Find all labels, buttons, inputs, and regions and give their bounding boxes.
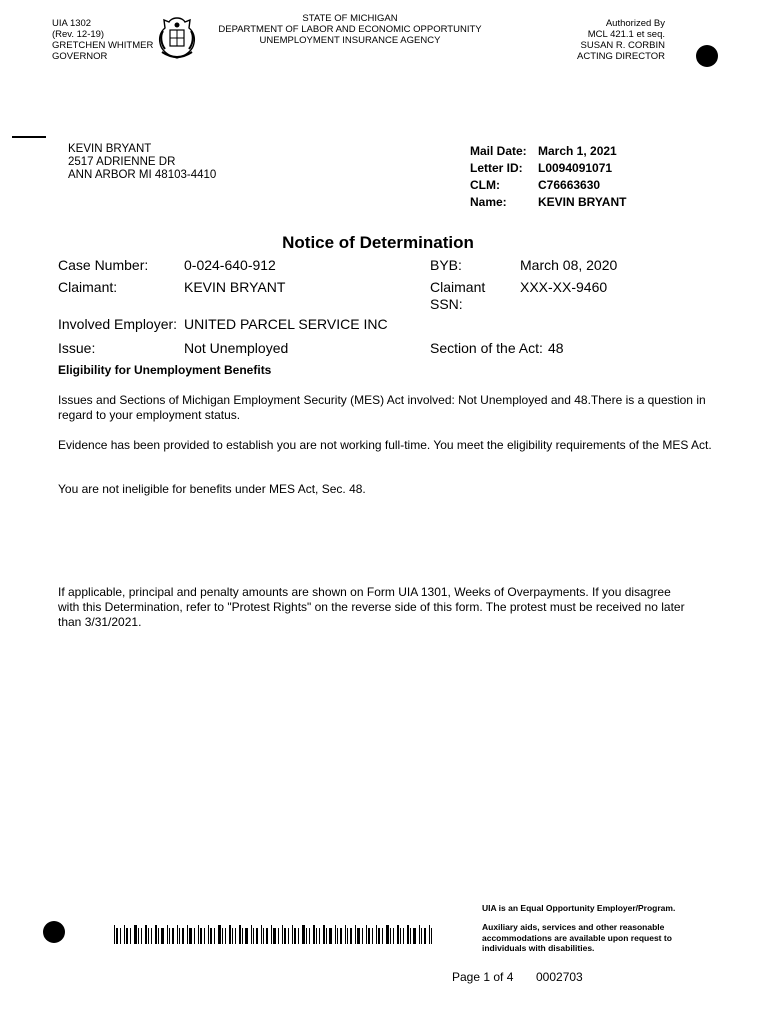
barcode-bar xyxy=(210,928,212,944)
form-revision: (Rev. 12-19) xyxy=(52,29,105,40)
barcode-bar xyxy=(189,928,192,944)
barcode-bar xyxy=(313,925,315,944)
case-number-value: 0-024-640-912 xyxy=(184,257,276,273)
barcode-bar xyxy=(347,928,348,944)
barcode-bar xyxy=(145,925,147,944)
barcode-bar xyxy=(362,928,363,944)
claimant-ssn-label-line1: Claimant xyxy=(430,279,486,295)
barcode-bar xyxy=(355,925,356,944)
mail-info xyxy=(470,143,710,211)
claimant-ssn-label-line2: SSN: xyxy=(430,296,463,312)
barcode-bar xyxy=(292,925,293,944)
barcode-bar xyxy=(329,928,332,944)
barcode-bar xyxy=(229,925,231,944)
barcode-bar xyxy=(400,928,401,944)
barcode-bar xyxy=(179,928,180,944)
barcode-bar xyxy=(357,928,360,944)
barcode-bar xyxy=(214,928,215,944)
barcode-bar xyxy=(288,928,289,944)
barcode-bar xyxy=(256,928,258,944)
director-title: ACTING DIRECTOR xyxy=(577,51,665,62)
barcode-bar xyxy=(431,928,432,944)
section-label: Section of the Act: xyxy=(430,340,543,356)
barcode-bar xyxy=(232,928,233,944)
byb-value: March 08, 2020 xyxy=(520,257,618,273)
barcode-bar xyxy=(294,928,296,944)
barcode-bar xyxy=(407,925,409,944)
byb-label: BYB: xyxy=(430,257,462,273)
letter-id-label: Letter ID: xyxy=(470,161,523,175)
barcode-bar xyxy=(266,928,268,944)
eligibility-heading: Eligibility for Unemployment Benefits xyxy=(58,363,272,377)
claimant-label: Claimant: xyxy=(58,279,118,295)
barcode-bar xyxy=(177,925,178,944)
barcode-bar xyxy=(130,928,131,944)
authorized-by: Authorized By xyxy=(605,18,665,29)
barcode-bar xyxy=(161,928,164,944)
barcode-bar xyxy=(155,925,157,944)
letter-id: L0094091071 xyxy=(538,161,613,175)
barcode-bar xyxy=(273,928,276,944)
barcode-bar xyxy=(126,928,128,944)
barcode-bar xyxy=(114,925,115,944)
governor-name: GRETCHEN WHITMER xyxy=(52,40,154,51)
page-title: Notice of Determination xyxy=(282,233,474,252)
paragraph-ineligible: You are not ineligible for benefits under MES Act, Sec. 48. xyxy=(58,482,366,496)
barcode-bar xyxy=(319,928,320,944)
address-name: KEVIN BRYANT xyxy=(68,143,152,155)
header-center xyxy=(200,13,500,46)
barcode-bar xyxy=(218,925,221,944)
barcode-bar xyxy=(151,928,152,944)
barcode-bar xyxy=(278,928,279,944)
name-value: KEVIN BRYANT xyxy=(538,195,627,209)
barcode-bar xyxy=(124,925,125,944)
barcode-bar xyxy=(225,928,226,944)
paragraph-protest: If applicable, principal and penalty amounts are shown on Form UIA 1301, Weeks of Overpayments. If you disagree with this Determination, refer to "Protest Rights" on the reverse side of this form. The protest must be received no later than 3/31/2021. xyxy=(58,585,685,629)
barcode-bar xyxy=(261,925,262,944)
form-id: UIA 1302 xyxy=(52,18,92,29)
claimant-ssn-value: XXX-XX-9460 xyxy=(520,279,608,295)
address-street: 2517 ADRIENNE DR xyxy=(68,156,176,168)
barcode-bar xyxy=(372,928,373,944)
state-seal-icon xyxy=(156,16,198,62)
barcode-bar xyxy=(242,928,243,944)
document-number: 0002703 xyxy=(536,970,583,984)
barcode-bar xyxy=(368,928,370,944)
barcode-bar xyxy=(403,928,404,944)
barcode-bar xyxy=(251,925,252,944)
aids-statement: Auxiliary aids, services and other reasonable accommodations are available upon request to individuals with disabilities. xyxy=(482,922,672,953)
barcode-bar xyxy=(298,928,299,944)
barcode-bar xyxy=(376,925,377,944)
name-label: Name: xyxy=(470,195,507,209)
barcode-bar xyxy=(306,928,307,944)
page-number: Page 1 of 4 xyxy=(452,970,514,984)
barcode-bar xyxy=(253,928,254,944)
clm-label: CLM: xyxy=(470,178,500,192)
barcode-bar xyxy=(204,928,205,944)
claimant-value: KEVIN BRYANT xyxy=(184,279,286,295)
barcode-bar xyxy=(410,928,411,944)
barcode-bar xyxy=(378,928,380,944)
barcode-bar xyxy=(116,928,118,944)
barcode-bar xyxy=(271,925,272,944)
claimant-ssn-label xyxy=(430,279,485,313)
barcode-bar xyxy=(222,928,223,944)
barcode-bar xyxy=(366,925,367,944)
barcode-bar xyxy=(182,928,184,944)
barcode-bar xyxy=(421,928,422,944)
barcode-bar xyxy=(337,928,338,944)
barcode-bar xyxy=(335,925,336,944)
barcode-icon xyxy=(114,925,436,944)
barcode-bar xyxy=(169,928,170,944)
barcode-bar xyxy=(323,925,325,944)
barcode-bar xyxy=(239,925,241,944)
governor-title: GOVERNOR xyxy=(52,51,108,62)
barcode-bar xyxy=(309,928,310,944)
paragraph-evidence: Evidence has been provided to establish you are not working full-time. You meet the eligibility requirements of the MES Act. xyxy=(58,438,712,452)
barcode-bar xyxy=(382,928,383,944)
barcode-bar xyxy=(235,928,236,944)
barcode-bar xyxy=(134,925,137,944)
clm-value: C76663630 xyxy=(538,178,601,192)
director-name: SUSAN R. CORBIN xyxy=(580,40,665,51)
barcode-bar xyxy=(167,925,168,944)
employer-label: Involved Employer: xyxy=(58,316,178,332)
address-city: ANN ARBOR MI 48103-4410 xyxy=(68,169,217,181)
barcode-bar xyxy=(419,925,420,944)
eeo-statement: UIA is an Equal Opportunity Employer/Program. xyxy=(482,903,676,913)
barcode-bar xyxy=(316,928,317,944)
barcode-bar xyxy=(138,928,139,944)
issue-value: Not Unemployed xyxy=(184,340,289,356)
barcode-bar xyxy=(208,925,209,944)
barcode-bar xyxy=(340,928,342,944)
barcode-bar xyxy=(245,928,248,944)
barcode-bar xyxy=(284,928,286,944)
header-right xyxy=(530,18,665,62)
case-number-label: Case Number: xyxy=(58,257,149,273)
mail-date: March 1, 2021 xyxy=(538,144,617,158)
barcode-bar xyxy=(198,925,199,944)
header-left xyxy=(52,18,172,62)
barcode-bar xyxy=(158,928,159,944)
barcode-bar xyxy=(263,928,264,944)
paragraph-issues: Issues and Sections of Michigan Employment Security (MES) Act involved: Not Unemployed and 48.There is a question in regard to your employment status. xyxy=(58,393,706,422)
registration-dot-bottom xyxy=(43,921,65,943)
barcode-bar xyxy=(120,928,121,944)
mail-date-label: Mail Date: xyxy=(470,144,527,158)
barcode-bar xyxy=(350,928,352,944)
barcode-bar xyxy=(345,925,346,944)
department-name: DEPARTMENT OF LABOR AND ECONOMIC OPPORTUNITY xyxy=(218,24,482,35)
state-name: STATE OF MICHIGAN xyxy=(302,13,398,24)
agency-name: UNEMPLOYMENT INSURANCE AGENCY xyxy=(259,35,441,46)
barcode-bar xyxy=(397,925,399,944)
address-block xyxy=(68,143,318,182)
fold-mark xyxy=(12,136,46,138)
barcode-bar xyxy=(194,928,195,944)
barcode-bar xyxy=(172,928,174,944)
statute: MCL 421.1 et seq. xyxy=(587,29,665,40)
barcode-bar xyxy=(386,925,389,944)
employer-value: UNITED PARCEL SERVICE INC xyxy=(184,316,388,332)
barcode-bar xyxy=(393,928,394,944)
barcode-bar xyxy=(390,928,391,944)
barcode-bar xyxy=(326,928,327,944)
issue-label: Issue: xyxy=(58,340,96,356)
barcode-bar xyxy=(429,925,430,944)
barcode-bar xyxy=(413,928,416,944)
barcode-bar xyxy=(187,925,188,944)
barcode-bar xyxy=(148,928,149,944)
section-value: 48 xyxy=(548,340,564,356)
barcode-bar xyxy=(200,928,202,944)
barcode-bar xyxy=(424,928,426,944)
barcode-bar xyxy=(282,925,283,944)
registration-dot-top xyxy=(696,45,718,67)
barcode-bar xyxy=(302,925,305,944)
barcode-bar xyxy=(141,928,142,944)
